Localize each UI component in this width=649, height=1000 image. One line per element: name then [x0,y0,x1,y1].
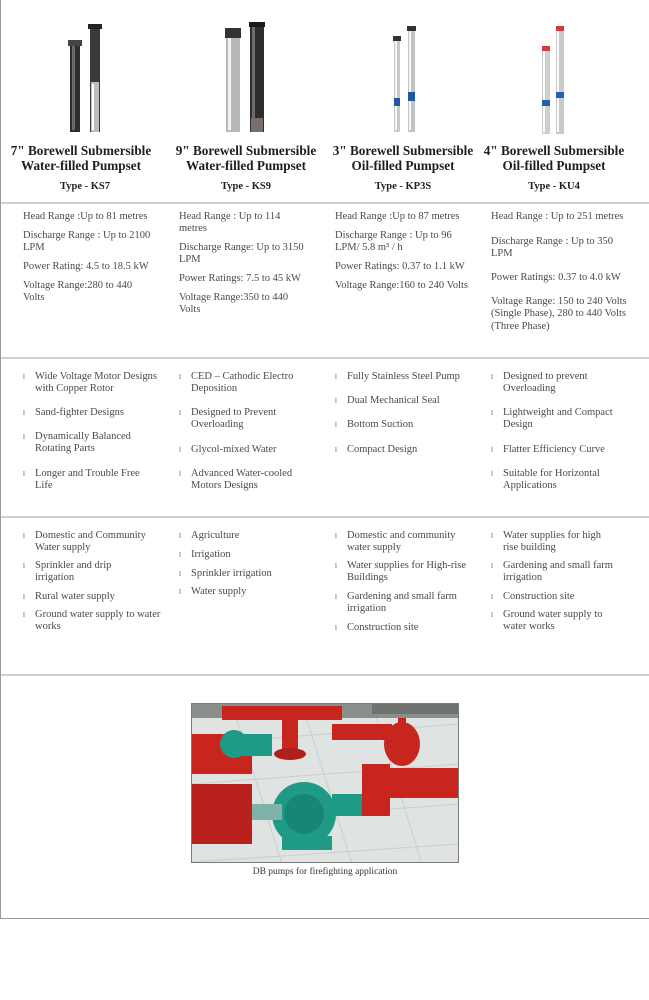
list-item: l Suitable for Horizontal Applications [491,468,600,492]
list-item: l Lightweight and Compact Design [491,407,613,431]
ku4-spec-power: Power Ratings: 0.37 to 4.0 kW [491,272,621,283]
ks7-title-line2: Water-filled Pumpset [20,158,141,173]
bullet-icon: l [335,446,337,454]
list-item: l Ground water supply to water works [491,609,603,633]
bullet-icon: l [335,593,337,601]
bullet-icon: l [335,421,337,429]
kp3s-spec-power: Power Ratings: 0.37 to 1.1 kW [335,261,465,272]
bullet-icon: l [335,373,337,381]
kp3s-spec-head: Head Range :Up to 87 metres [335,211,460,222]
list-item: l Sprinkler irrigation [179,568,272,579]
kp3s-title-line1: 3" Borewell Submersible [332,143,474,158]
list-item: l Domestic and Community Water supply [23,530,146,554]
bullet-icon: l [23,373,25,381]
ks7-spec-power: Power Rating: 4.5 to 18.5 kW [23,261,149,272]
ku4-spec-voltage: Voltage Range: 150 to 240 Volts (Single Phase), 280 to 440 Volts (Three Phase) [491,296,627,332]
list-item: l Fully Stainless Steel Pump [335,371,460,382]
ks9-title [168,143,324,173]
ks9-spec-power: Power Ratings: 7.5 to 45 kW [179,273,301,284]
list-item: l CED – Cathodic Electro Deposition [179,371,294,395]
bullet-icon: l [179,570,181,578]
divider-photo [1,674,649,676]
ks7-type: Type - KS7 [60,181,110,192]
list-item: l Construction site [335,622,419,633]
ks9-title-line2: Water-filled Pumpset [185,158,306,173]
list-item: l Flatter Efficiency Curve [491,444,605,455]
bullet-icon: l [491,446,493,454]
bullet-icon: l [179,446,181,454]
list-item: l Compact Design [335,444,418,455]
bullet-icon: l [335,562,337,570]
list-item: l Agriculture [179,530,240,541]
bullet-icon: l [23,433,25,441]
ku4-title [476,143,632,173]
list-item: l Designed to Prevent Overloading [179,407,277,431]
list-item: l Wide Voltage Motor Designs with Copper Rotor [23,371,157,395]
ks9-spec-discharge: Discharge Range: Up to 3150 LPM [179,242,304,266]
bullet-icon: l [335,624,337,632]
kp3s-title [325,143,481,173]
list-item: l Designed to prevent Overloading [491,371,588,395]
list-item: l Gardening and small farm irrigation [335,591,457,615]
divider-applications [1,516,649,518]
kp3s-title-line2: Oil-filled Pumpset [351,158,455,173]
list-item: l Domestic and community water supply [335,530,456,554]
bullet-icon: l [179,551,181,559]
ku4-title-line1: 4" Borewell Submersible [483,143,625,158]
ks7-pump-image [12,22,168,136]
ks7-spec-head: Head Range :Up to 81 metres [23,211,148,222]
list-item: l Construction site [491,591,575,602]
ks9-type: Type - KS9 [221,181,271,192]
ku4-spec-discharge: Discharge Range : Up to 350 LPM [491,236,613,260]
bullet-icon: l [491,562,493,570]
photo-caption: DB pumps for firefighting application [252,867,398,877]
bullet-icon: l [491,373,493,381]
bullet-icon: l [179,470,181,478]
bullet-icon: l [335,532,337,540]
bullet-icon: l [179,373,181,381]
list-item: l Sand-fighter Designs [23,407,124,418]
list-item: l Dynamically Balanced Rotating Parts [23,431,131,455]
bullet-icon: l [491,470,493,478]
list-item: l Rural water supply [23,591,115,602]
list-item: l Water supplies for High-rise Buildings [335,560,466,584]
bullet-icon: l [491,409,493,417]
ks7-spec-voltage: Voltage Range:280 to 440 Volts [23,280,133,304]
ku4-pump-image [480,22,636,136]
list-item: l Sprinkler and drip irrigation [23,560,112,584]
bullet-icon: l [23,409,25,417]
bullet-icon: l [179,532,181,540]
ks7-title-line1: 7" Borewell Submersible [10,143,152,158]
kp3s-type: Type - KP3S [374,181,432,192]
ku4-type: Type - KU4 [528,181,580,192]
bullet-icon: l [23,532,25,540]
list-item: l Ground water supply to water works [23,609,161,633]
ks7-spec-discharge: Discharge Range : Up to 2100 LPM [23,230,151,254]
ks9-title-line1: 9" Borewell Submersible [175,143,317,158]
kp3s-pump-image [324,22,480,136]
divider-specs [1,202,649,204]
divider-features [1,357,649,359]
bullet-icon: l [491,532,493,540]
ku4-title-line2: Oil-filled Pumpset [502,158,606,173]
bullet-icon: l [179,588,181,596]
list-item: l Water supplies for high rise building [491,530,602,554]
ku4-spec-head: Head Range : Up to 251 metres [491,211,624,222]
kp3s-spec-voltage: Voltage Range:160 to 240 Volts [335,280,469,291]
bullet-icon: l [491,611,493,619]
list-item: l Glycol-mixed Water [179,444,277,455]
list-item: l Bottom Suction [335,419,414,430]
bullet-icon: l [23,611,25,619]
firefighting-pumps-photo [191,703,459,863]
bullet-icon: l [179,409,181,417]
list-item: l Gardening and small farm irrigation [491,560,613,584]
list-item: l Advanced Water-cooled Motors Designs [179,468,293,492]
bullet-icon: l [23,470,25,478]
bullet-icon: l [23,593,25,601]
list-item: l Dual Mechanical Seal [335,395,440,406]
list-item: l Irrigation [179,549,231,560]
list-item: l Longer and Trouble Free Life [23,468,140,492]
bullet-icon: l [491,593,493,601]
ks7-title [3,143,159,173]
ks9-pump-image [168,22,324,136]
ks9-spec-head: Head Range : Up to 114 metres [179,211,281,235]
bullet-icon: l [335,397,337,405]
bullet-icon: l [23,562,25,570]
kp3s-spec-discharge: Discharge Range : Up to 96 LPM/ 5.8 m³ / h [335,230,452,254]
list-item: l Water supply [179,586,247,597]
ks9-spec-voltage: Voltage Range:350 to 440 Volts [179,292,289,316]
